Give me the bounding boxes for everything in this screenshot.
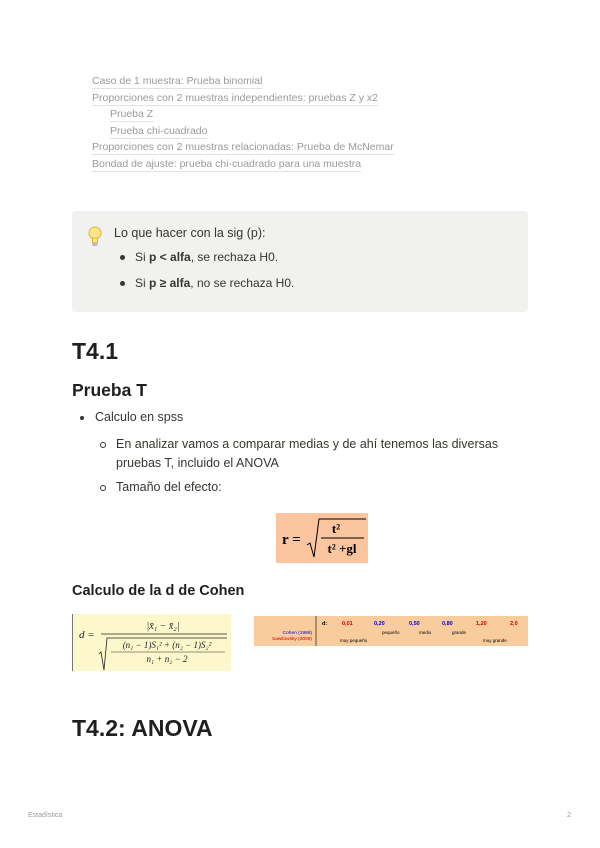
toc-link[interactable]: Prueba chi-cuadrado — [110, 124, 208, 137]
footer-title: Estadística — [28, 812, 63, 819]
circle-bullet — [100, 442, 106, 448]
toc-link[interactable]: Prueba Z — [110, 108, 154, 120]
callout-lead: Lo que hacer con la sig (p): — [114, 226, 266, 240]
cohen-numerator: |x̄₁ − x̄₂| — [146, 621, 180, 632]
table-value: 1,20 — [476, 621, 487, 627]
heading-t42: T4.2: ANOVA — [72, 715, 213, 741]
toc-item — [92, 123, 394, 140]
table-of-contents — [92, 73, 394, 172]
effect-size-formula — [276, 513, 368, 563]
toc-link[interactable]: Proporciones con 2 muestras relacionadas: Prueba de McNemar — [92, 141, 394, 153]
table-value: 0,80 — [442, 621, 453, 627]
toc-link[interactable]: Proporciones con 2 muestras independientes: pruebas Z y x2 — [92, 91, 378, 104]
circle-bullet — [100, 485, 106, 491]
bullet-dot — [80, 416, 84, 420]
toc-item — [92, 156, 394, 173]
toc-link[interactable]: Bondad de ajuste: prueba chi-cuadrado para una muestra — [92, 157, 362, 170]
table-source: Cohen (1988) — [282, 631, 312, 636]
formula-numerator: t² — [331, 521, 341, 536]
table-label: pequeño — [382, 630, 400, 635]
cohen-denominator-top: (n₁ − 1)S₁² + (n₂ − 1)S₂² — [122, 640, 212, 650]
page-number: 2 — [567, 812, 571, 819]
table-value: 0,01 — [342, 621, 353, 627]
cohen-d-formula — [72, 614, 231, 671]
cohen-denominator-bottom: n₁ + n₂ − 2 — [146, 654, 188, 664]
table-value: 0,20 — [374, 621, 385, 627]
list-item: Si p ≥ alfa, no se rechaza H0. — [118, 270, 294, 296]
lightbulb-icon — [88, 226, 102, 248]
table-label: medio — [419, 630, 432, 635]
heading-t41: T4.1 — [72, 338, 119, 364]
table-d-label: d: — [322, 621, 328, 627]
table-label: muy pequeño — [340, 638, 368, 643]
toc-item — [92, 90, 394, 107]
list-item: Si p < alfa, se rechaza H0. — [118, 244, 294, 270]
formula-denominator: t² +gl — [327, 541, 357, 556]
list-item: Calculo en spss — [95, 410, 184, 424]
formula-lhs: r = — [282, 532, 301, 548]
callout-box — [72, 211, 528, 312]
table-label: grande — [452, 630, 467, 635]
toc-link[interactable]: Caso de 1 muestra: Prueba binomial — [92, 75, 263, 87]
callout-list — [118, 244, 294, 296]
toc-item — [92, 139, 394, 156]
heading-prueba-t: Prueba T — [72, 380, 147, 400]
table-label: muy grande — [483, 638, 507, 643]
table-value: 0,50 — [409, 621, 420, 627]
table-value: 2,0 — [510, 621, 518, 627]
toc-item — [92, 73, 394, 90]
toc-item — [92, 106, 394, 123]
table-source: Sawilowsky (2009) — [272, 637, 312, 642]
cohen-effect-table — [254, 616, 528, 646]
heading-cohen: Calculo de la d de Cohen — [72, 583, 245, 599]
cohen-lhs: d = — [79, 629, 95, 641]
